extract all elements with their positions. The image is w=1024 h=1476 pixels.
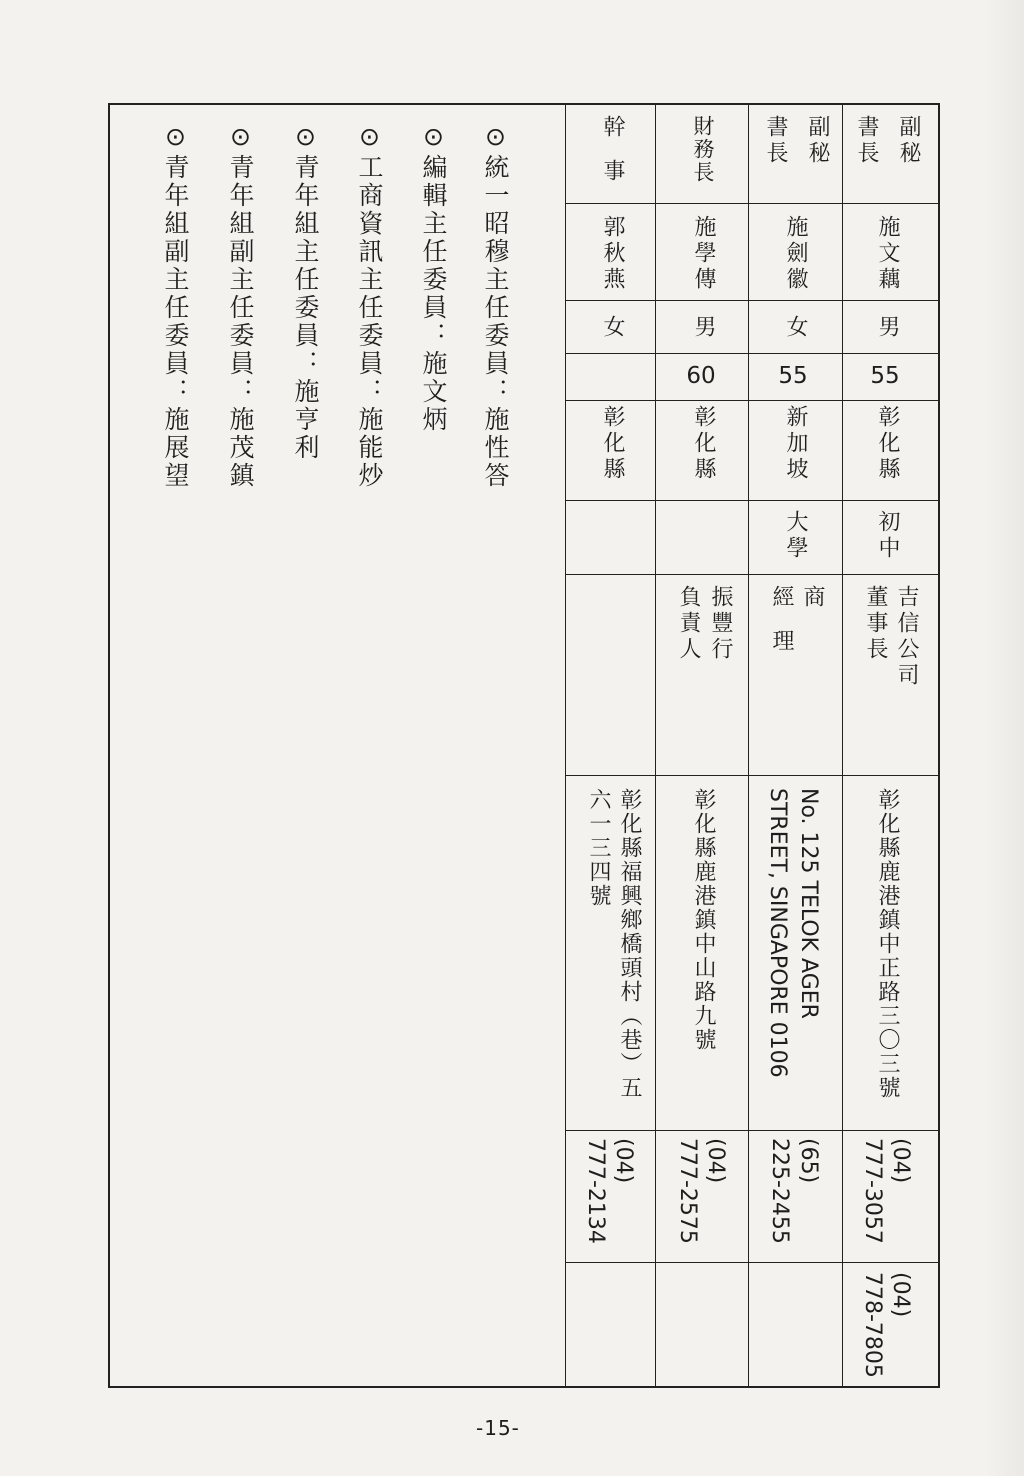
age-cell: 55 xyxy=(778,363,808,389)
occupation-line: 負責人 xyxy=(676,585,701,663)
row-divider xyxy=(565,775,940,776)
occupation-line: 振豐行 xyxy=(708,585,733,663)
age-cell: 55 xyxy=(870,363,900,389)
gender-cell: 女 xyxy=(783,315,808,341)
column-divider xyxy=(655,103,656,1388)
phone-number: 777-3057 xyxy=(860,1138,885,1244)
education-cell: 初中 xyxy=(875,510,900,562)
phone-area: (04) xyxy=(611,1138,636,1184)
title-cell: 副秘 xyxy=(896,115,921,167)
native-place-cell: 彰化縣 xyxy=(600,405,625,483)
row-divider xyxy=(565,1262,940,1263)
phone-number: 777-2134 xyxy=(583,1138,608,1244)
title-cell: 幹事 xyxy=(600,115,625,203)
phone-area: (04) xyxy=(888,1272,913,1318)
address-line: No. 125 TELOK AGER xyxy=(796,788,821,1019)
committee-item: ⊙編輯主任委員：施文炳 xyxy=(419,122,448,434)
phone-area: (65) xyxy=(796,1138,821,1184)
gender-cell: 男 xyxy=(875,315,900,341)
title-cell: 副秘 xyxy=(805,115,830,167)
page-shadow xyxy=(984,0,1024,1476)
age-cell: 60 xyxy=(686,363,716,389)
title-cell: 書長 xyxy=(763,115,788,167)
column-divider xyxy=(842,103,843,1388)
occupation-line: 董事長 xyxy=(863,585,888,663)
page-number: -15- xyxy=(476,1416,520,1440)
name-cell: 郭秋燕 xyxy=(600,215,625,293)
gender-cell: 男 xyxy=(691,315,716,341)
phone-number: 777-2575 xyxy=(675,1138,700,1244)
title-cell: 書長 xyxy=(854,115,879,167)
column-divider xyxy=(748,103,749,1388)
committee-item: ⊙青年組主任委員：施亨利 xyxy=(291,122,320,462)
name-cell: 施劍徽 xyxy=(783,215,808,293)
row-divider xyxy=(565,203,940,204)
name-cell: 施學傳 xyxy=(691,215,716,293)
native-place-cell: 彰化縣 xyxy=(875,405,900,483)
committee-item: ⊙青年組副主任委員：施展望 xyxy=(161,122,190,490)
name-cell: 施文藕 xyxy=(875,215,900,293)
row-divider xyxy=(565,1130,940,1131)
committee-item: ⊙統一昭穆主任委員：施性答 xyxy=(481,122,510,490)
row-divider xyxy=(565,574,940,575)
occupation-line: 吉信公司 xyxy=(894,585,919,689)
row-divider xyxy=(565,353,940,354)
title-cell: 財務長 xyxy=(691,115,715,184)
committee-item: ⊙工商資訊主任委員：施能炒 xyxy=(355,122,384,490)
address-line: 六一三四號 xyxy=(586,788,611,908)
row-divider xyxy=(565,400,940,401)
address-line: 彰化縣福興鄉橋頭村（巷）五 xyxy=(617,788,642,1100)
column-divider xyxy=(565,103,566,1388)
education-cell: 大學 xyxy=(783,510,808,562)
occupation-line: 商 xyxy=(800,585,825,611)
phone-number: 225-2455 xyxy=(767,1138,792,1244)
committee-item: ⊙青年組副主任委員：施茂鎮 xyxy=(226,122,255,490)
address-line: STREET, SINGAPORE 0106 xyxy=(765,788,790,1078)
native-place-cell: 彰化縣 xyxy=(691,405,716,483)
native-place-cell: 新加坡 xyxy=(783,405,808,483)
phone-number: 778-7805 xyxy=(860,1272,885,1378)
address-cell: 彰化縣鹿港鎮中正路三〇三號 xyxy=(875,788,900,1100)
occupation-line: 經理 xyxy=(769,585,794,673)
row-divider xyxy=(565,300,940,301)
row-divider xyxy=(565,500,940,501)
phone-area: (04) xyxy=(703,1138,728,1184)
phone-area: (04) xyxy=(888,1138,913,1184)
address-cell: 彰化縣鹿港鎮中山路九號 xyxy=(691,788,716,1052)
gender-cell: 女 xyxy=(600,315,625,341)
